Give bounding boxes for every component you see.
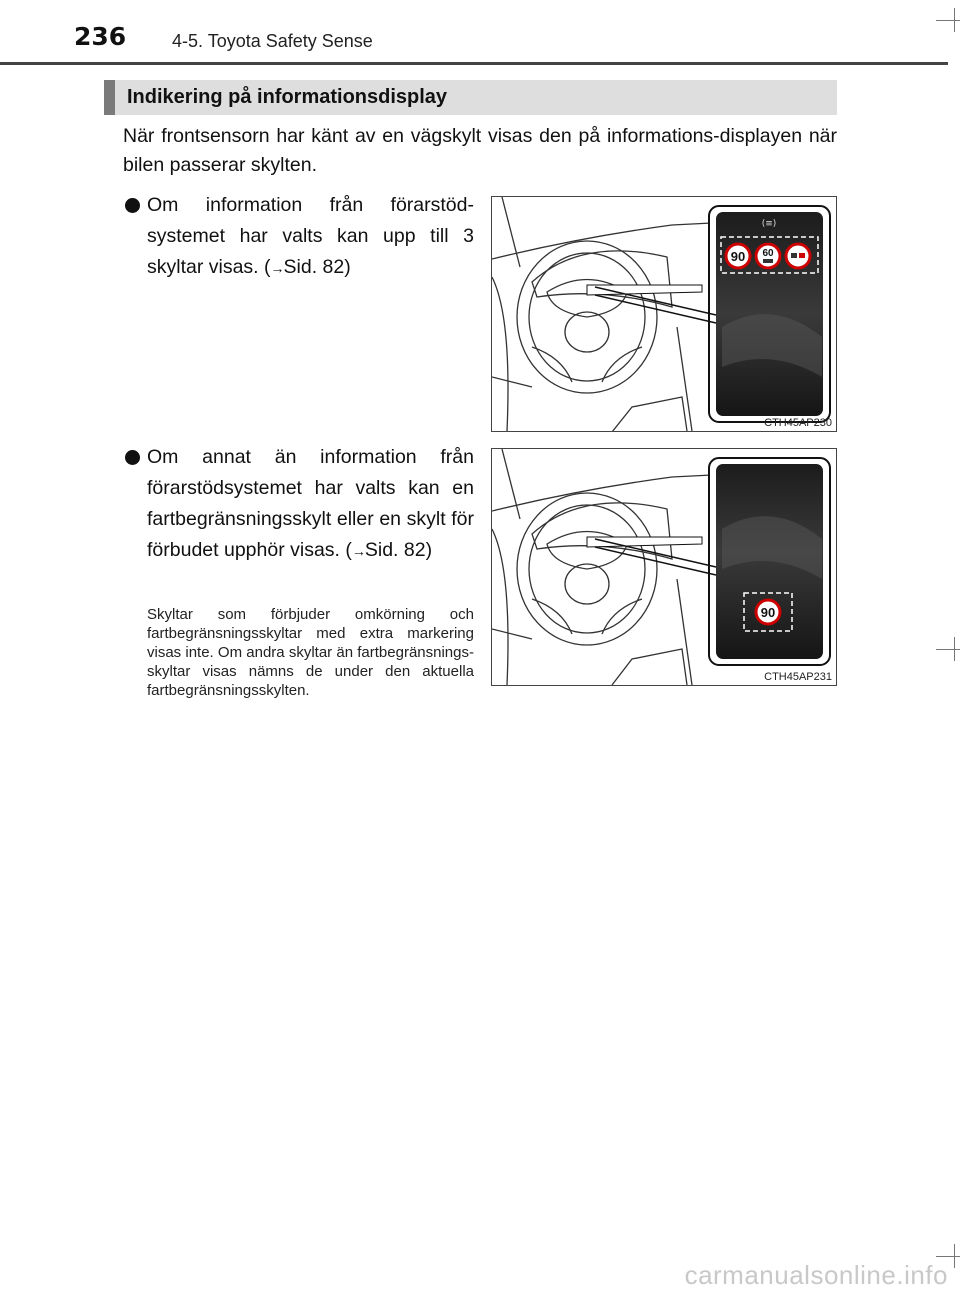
- xref-arrow-icon: →: [270, 260, 284, 276]
- page-reference-link[interactable]: Sid. 82: [364, 539, 426, 561]
- dashboard-illustration: [492, 197, 836, 431]
- crop-mark-mid-right-v: [954, 637, 955, 661]
- page-reference-link[interactable]: Sid. 82: [283, 256, 345, 278]
- figure-1: [491, 196, 837, 432]
- header-rule: [0, 62, 948, 65]
- crop-mark-bottom-right-h: [936, 1256, 960, 1257]
- footer-watermark[interactable]: carmanualsonline.info: [684, 1260, 948, 1290]
- running-header: 4-5. Toyota Safety Sense: [172, 31, 373, 51]
- crop-mark-mid-right-h: [936, 649, 960, 650]
- bullet-1-text: Om information från förarstöd-systemet har valts kan upp till 3 skyltar visas. (: [147, 194, 474, 278]
- bullet-text-2: [147, 442, 474, 567]
- speed-sign-value: 90: [730, 249, 746, 264]
- page-number: 236: [74, 22, 127, 51]
- xref-arrow-icon: →: [351, 543, 365, 559]
- section-heading: Indikering på informationsdisplay: [127, 86, 448, 108]
- section-heading-bar: [104, 80, 837, 115]
- crop-mark-bottom-right-v: [954, 1244, 955, 1268]
- speed-sign-value: 60: [762, 248, 774, 259]
- bullet-1-text-end: ): [344, 256, 351, 278]
- figure-code: CTH45AP231: [764, 671, 832, 683]
- intro-paragraph: När frontsensorn har känt av en vägskylt visas den på informations-displayen när bilen passerar skylten.: [123, 125, 837, 176]
- bullet-2-text: Om annat än information från förarstödsystemet har valts kan en fartbegränsningsskylt eller en skylt för förbudet upphör visas. (: [147, 446, 474, 561]
- bullet-dot: [125, 198, 140, 213]
- bullet-dot: [125, 450, 140, 465]
- figure-code: CTH45AP230: [764, 417, 832, 429]
- crop-mark-top-right-v: [954, 8, 955, 32]
- bullet-text-1: [147, 190, 474, 284]
- note-paragraph: Skyltar som förbjuder omkörning och fartbegränsningsskyltar med extra markering visas inte. Om andra skyltar än fartbegränsnings-skyltar visas nämns de under den aktuella fartbegränsningsskylten.: [147, 606, 474, 699]
- no-overtaking-sign-icon: [786, 244, 810, 268]
- figure-2: [491, 448, 837, 686]
- dashboard-illustration: [492, 449, 836, 685]
- bullet-2-text-end: ): [425, 539, 433, 561]
- svg-text:(≡): (≡): [761, 219, 777, 229]
- speed-sign-value: 90: [760, 605, 776, 620]
- crop-mark-top-right-h: [936, 20, 960, 21]
